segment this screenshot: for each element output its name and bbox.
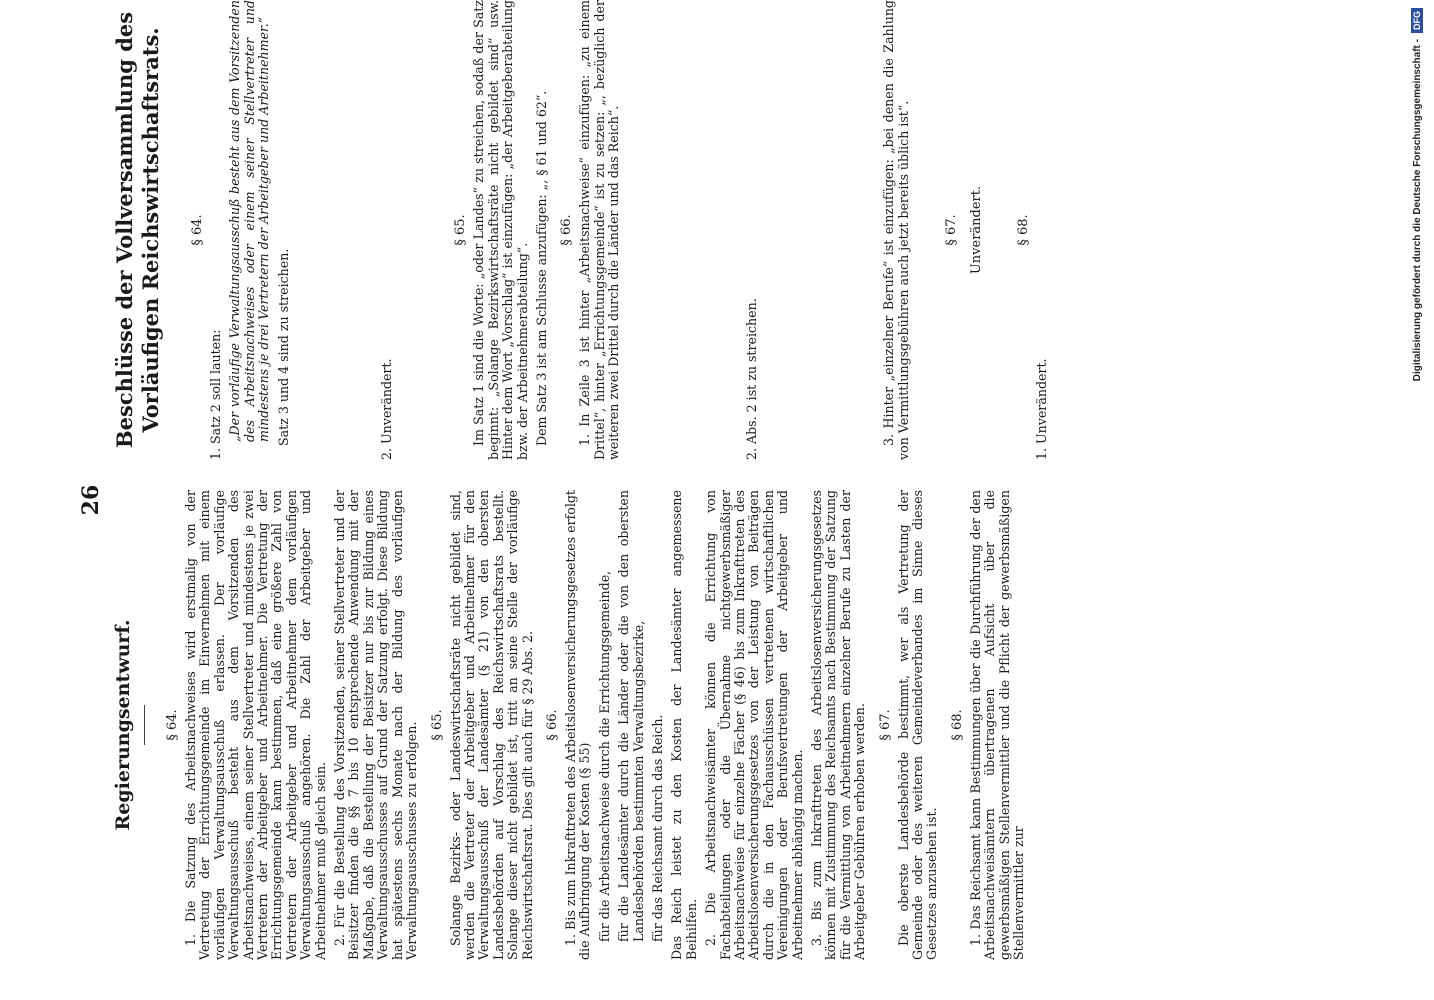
spacer — [988, 0, 1006, 460]
paragraph: Im Satz 1 sind die Worte: „oder Landes“ zu streichen, sodaß der Satz beginnt: „Solange Bezirkswirtschaftsräte nicht gebildet sind“ usw. Hinter dem Wort „Vorschlag“ ist einzufügen: „der Arbeitgeberabteilung bzw. der Arbeitnehmerabteilung“. — [471, 0, 530, 460]
spacer — [627, 0, 745, 460]
section-heading: § 68. — [949, 709, 965, 741]
paragraph: 2. Die Arbeitsnachweisämter können die Errichtung von Fachabteilungen oder die Übernahme nichtgewerbsmäßiger Arbeitsnachweise für einzelne Fächer (§ 46) bis zum Inkrafttreten des Arbeitslosenversicherungsgesetzes von der Leistung von Beiträgen durch die in den Fachausschüssen vertretenen wirtschaftlichen Vereinigungen oder Berufsvertretungen der Arbeitgeber und Arbeitnehmer abhängig machen. — [703, 490, 805, 960]
section-heading: § 64. — [165, 709, 180, 741]
quoted-paragraph: „Der vorläufige Verwaltungsausschuß besteht aus dem Vorsitzenden des Arbeitsnachweises oder einem seiner Stellvertreter und mindestens je drei Vertretern der Arbeitgeber und Arbeitnehmer.“ — [227, 0, 272, 442]
dfg-logo: DFG — [1411, 8, 1423, 33]
spacer — [399, 0, 443, 460]
spacer — [764, 0, 882, 460]
paragraph: Satz 3 und 4 sind zu streichen. — [275, 248, 291, 446]
paragraph: 1. Satz 2 soll lauten: — [208, 329, 223, 460]
section-heading: § 66. — [559, 214, 575, 246]
paragraph: 1. In Zeile 3 ist hinter „Arbeitsnachweise“ einzufügen: „zu einem Drittel“, hinter „Errichtungsgemeinde“ ist zu setzen: „, bezüglich der weiteren zwei Drittel durch die Länder und das Reich“. — [577, 0, 622, 460]
paragraph-item: für die Landesämter durch die Länder oder die von den obersten Landesbehörden bestimmten Verwaltungsbezirke, — [616, 490, 646, 942]
credit-text: Digitalisierung gefördert durch die Deutsche Forschungsgemeinschaft - — [1411, 39, 1423, 382]
section-heading: § 64. — [190, 214, 205, 246]
left-column-body — [165, 490, 1027, 960]
page-number: 26 — [78, 484, 104, 516]
section-heading: § 67. — [943, 214, 959, 246]
paragraph: 1. Unverändert. — [1033, 358, 1049, 460]
paragraph: Dem Satz 3 ist am Schlusse anzufügen: „, § 61 und 62“. — [534, 90, 550, 446]
paragraph: 1. Die Satzung des Arbeitsnachweises wird erstmalig von der Vertretung der Errichtungsgemeinde im Einvernehmen mit einem vorläufigen Verwaltungsausschuß erlassen. Der vorläufige Verwaltungsausschuß besteht aus dem Vorsitzenden des Arbeitsnachweises, einem seiner Stellvertreter und mindestens je zwei Vertretern der Arbeitgeber und Arbeitnehmer. Die Vertretung der Errichtungsgemeinde kann bestimmen, daß eine größere Zahl von Vertretern der Arbeitgeber und Arbeitnehmer dem vorläufigen Verwaltungsausschuß angehören. Die Zahl der Arbeitgeber und Arbeitnehmer muß gleich sein. — [183, 490, 328, 960]
council-resolutions-column — [110, 0, 1170, 460]
section-heading: § 67. — [877, 709, 893, 741]
section-heading: Unverändert. — [968, 185, 984, 275]
right-column-body — [190, 0, 1049, 460]
right-column-title: Beschlüsse der Vollversammlung des Vorläufigen Reichswirtschaftsrats. — [112, 11, 163, 449]
section-heading: § 65. — [429, 709, 445, 741]
paragraph: 3. Bis zum Inkrafttreten des Arbeitslosenversicherungsgesetzes können mit Zustimmung des Reichsamts nach Bestimmung der Satzung für die Vermittlung von Arbeitnehmern einzelner Berufe zu Lasten der Arbeitgeber Gebühren erhoben werden. — [809, 490, 868, 960]
spacer — [916, 0, 934, 460]
left-column-title: Regierungsentwurf. — [112, 619, 134, 831]
paragraph: 2. Abs. 2 ist zu streichen. — [743, 298, 759, 460]
paragraph: 3. Hinter „einzelner Berufe“ ist einzufügen: „bei denen die Zahlung von Vermittlungsgebühren auch jetzt bereits üblich ist“. — [881, 0, 911, 460]
paragraph: Das Reich leistet zu den Kosten der Landesämter angemessene Beihilfen. — [669, 490, 699, 960]
government-draft-column — [110, 490, 1170, 960]
section-heading: § 66. — [544, 709, 560, 741]
section-heading: § 68. — [1015, 214, 1031, 246]
title-divider — [144, 705, 145, 745]
section-heading: § 65. — [453, 214, 469, 246]
paragraph: Die oberste Landesbehörde bestimmt, wer als Vertretung der Gemeinde oder des weiteren Gemeindeverbandes im Sinne dieses Gesetzes anzusehen ist. — [895, 490, 940, 960]
spacer — [296, 0, 380, 460]
paragraph: 2. Für die Bestellung des Vorsitzenden, seiner Stellvertreter und der Beisitzer finden die §§ 7 bis 10 entsprechende Anwendung mit der Maßgabe, daß die Bestellung der Beisitzer nur bis zur Bildung eines Verwaltungsausschusses auf Grund der Satzung erfolgt. Diese Bildung hat spätestens sechs Monate nach der Bildung des vorläufigen Verwaltungsausschusses zu erfolgen. — [332, 490, 420, 960]
paragraph: 1. Das Reichsamt kann Bestimmungen über die Durchführung der den Arbeitsnachweisämtern übertragenen Aufsicht über die gewerbsmäßigen Stellenvermittler und die Pflicht der gewerbsmäßigen Stellenvermittler zur — [967, 490, 1027, 960]
digitization-credit — [1402, 0, 1432, 1000]
paragraph: 2. Unverändert. — [379, 358, 395, 460]
paragraph: 1. Bis zum Inkrafttreten des Arbeitslosenversicherungsgesetzes erfolgt die Aufbringung der Kosten (§ 55) — [562, 490, 593, 960]
paragraph-item: für die Arbeitsnachweise durch die Errichtungsgemeinde, — [596, 570, 612, 942]
paragraph: Solange Bezirks- oder Landeswirtschaftsräte nicht gebildet sind, werden die Vertreter der Arbeitgeber und Arbeitnehmer für den Verwaltungsausschuß der Landesämter (§ 21) von den obersten Landesbehörden auf Vorschlag des Reichswirtschaftsrats bestellt. Solange dieser nicht gebildet ist, tritt an seine Stelle der vorläufige Reichswirtschaftsrat. Dies gilt auch für § 29 Abs. 2. — [447, 490, 535, 960]
paragraph-item: für das Reichsamt durch das Reich. — [649, 714, 665, 942]
